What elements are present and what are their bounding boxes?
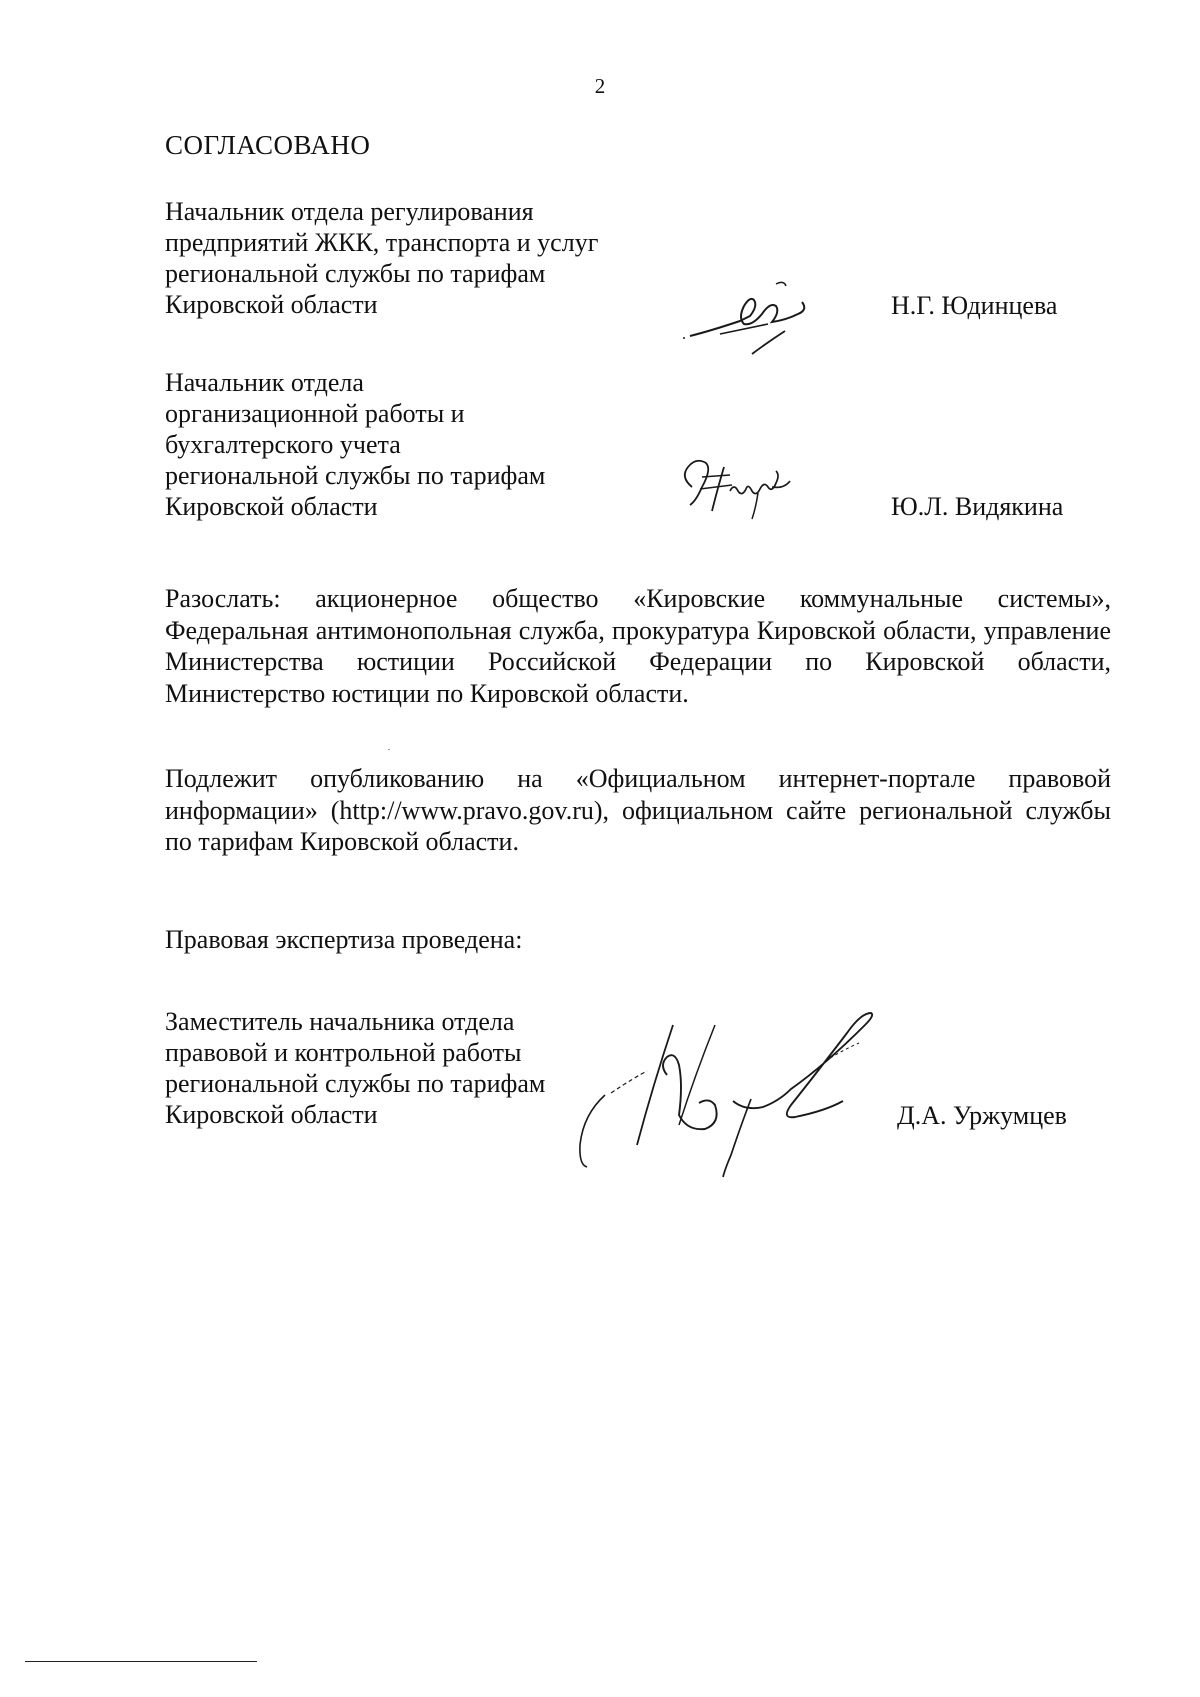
handwritten-signature-1	[680, 276, 830, 356]
approval-block-1	[165, 196, 1165, 320]
footnote-rule	[25, 1661, 257, 1662]
title-line: бухгалтерского учета	[165, 430, 401, 459]
title-line: Кировской области	[165, 1100, 378, 1129]
signer-name: Д.А. Уржумцев	[897, 1101, 1067, 1130]
approval-heading: СОГЛАСОВАНО	[165, 130, 371, 160]
publication-paragraph: Подлежит опубликованию на «Официальном интернет-портале правовой информации» (http://www.pravo.gov.ru), официальном сайте региональной службы по тарифам Кировской области.	[165, 764, 1111, 856]
approver-name: Н.Г. Юдинцева	[891, 291, 1058, 320]
scan-speck	[388, 749, 390, 750]
title-line: региональной службы по тарифам	[165, 1069, 546, 1098]
distribution-paragraph: Разослать: акционерное общество «Кировские коммунальные системы», Федеральная антимонопольная служба, прокуратура Кировской области, управление Министерства юстиции Российской Федерации по Кировской области, Министерство юстиции по Кировской области.	[165, 584, 1111, 708]
approval-block-2	[165, 367, 1165, 522]
title-line: правовой и контрольной работы	[165, 1038, 522, 1067]
approver-name: Ю.Л. Видякина	[891, 492, 1064, 521]
title-line: Начальник отдела	[165, 368, 364, 397]
title-line: Кировской области	[165, 492, 378, 521]
title-line: Начальник отдела регулирования	[165, 197, 534, 226]
title-line: Заместитель начальника отдела	[165, 1007, 515, 1036]
title-line: предприятий ЖКК, транспорта и услуг	[165, 228, 599, 257]
title-line: Кировской области	[165, 290, 378, 319]
page-number: 2	[594, 74, 606, 98]
handwritten-signature-3	[575, 1005, 910, 1180]
title-line: региональной службы по тарифам	[165, 259, 546, 288]
title-line: региональной службы по тарифам	[165, 461, 546, 490]
title-line: организационной работы и	[165, 399, 465, 428]
legal-review-line: Правовая экспертиза проведена:	[165, 925, 523, 954]
handwritten-signature-2	[672, 447, 802, 527]
